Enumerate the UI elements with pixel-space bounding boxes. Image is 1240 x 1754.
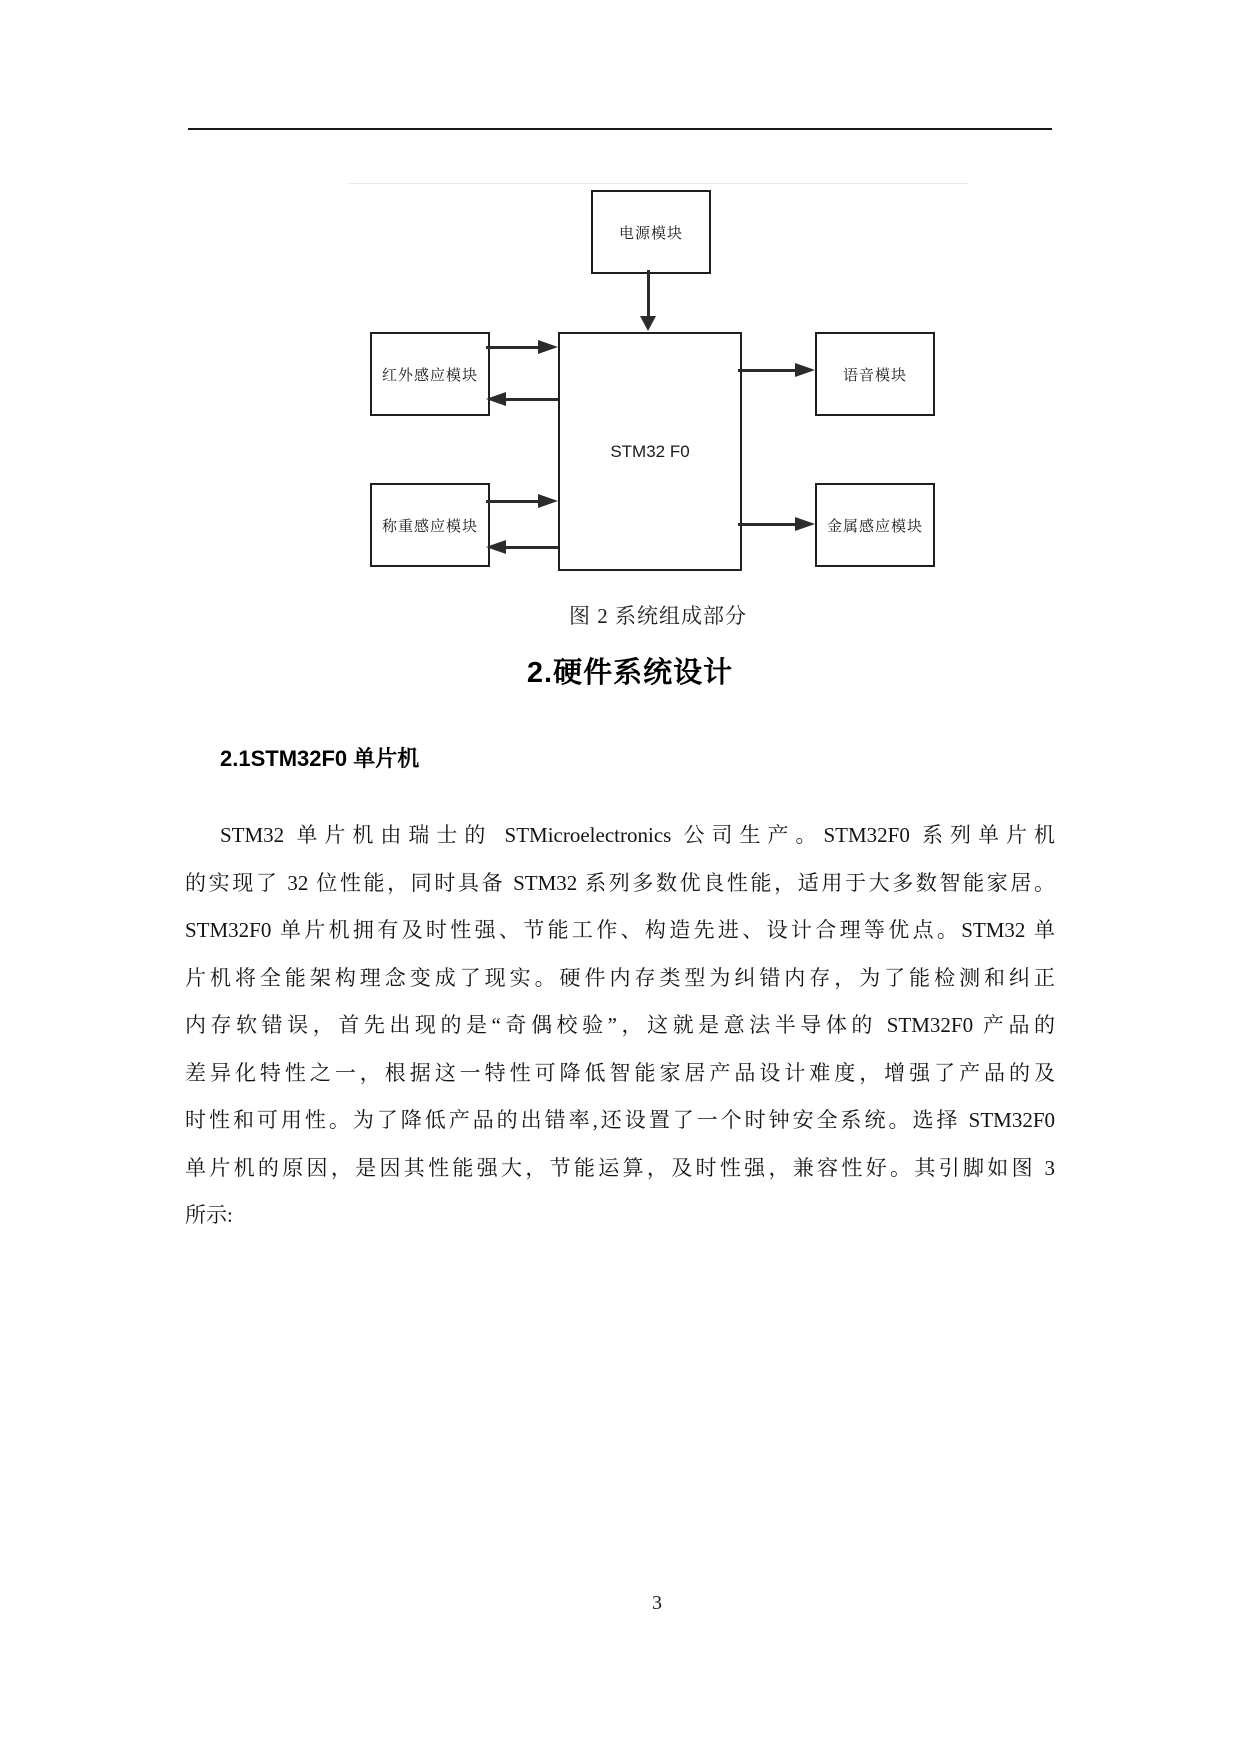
block-infrared-module	[370, 332, 490, 416]
arrow-mcu-to-weight-head-icon	[486, 540, 506, 554]
block-power-module	[591, 190, 711, 274]
section-title: 2.硬件系统设计	[526, 657, 734, 689]
block-weight-module	[370, 483, 490, 567]
arrow-mcu-to-metal-line	[738, 523, 796, 526]
paragraph-line: 差异化特性之一，根据这一特性可降低智能家居产品设计难度，增强了产品的及	[185, 1060, 1055, 1085]
arrow-power-to-mcu-line	[647, 270, 650, 317]
arrow-mcu-to-weight-line	[505, 546, 558, 549]
page-number: 3	[652, 1592, 662, 1614]
paragraph-line: 所示:	[185, 1203, 233, 1227]
figure-caption: 图 2 系统组成部分	[569, 604, 747, 628]
block-metal-module	[815, 483, 935, 567]
arrow-infrared-to-mcu-line	[486, 346, 539, 349]
paragraph-line: 单片机的原因，是因其性能强大，节能运算，及时性强，兼容性好。其引脚如图 3	[185, 1155, 1055, 1180]
block-metal-label: 金属感应模块	[826, 517, 923, 535]
paragraph-line: STM32F0 单片机拥有及时性强、节能工作、构造先进、设计合理等优点。STM32 单	[185, 918, 1055, 942]
paragraph-line: 片机将全能架构理念变成了现实。硬件内存类型为纠错内存，为了能检测和纠正	[185, 965, 1055, 990]
arrow-mcu-to-voice-line	[738, 369, 796, 372]
paragraph-line: 内存软错误，首先出现的是“奇偶校验”，这就是意法半导体的 STM32F0 产品的	[185, 1013, 1055, 1037]
block-voice-label: 语音模块	[842, 366, 907, 384]
block-infrared-label: 红外感应模块	[381, 366, 478, 384]
paragraph-line: STM32 单片机由瑞士的 STMicroelectronics 公司生产。STM32F0 系列单片机	[220, 823, 1055, 847]
section-subtitle: 2.1STM32F0 单片机	[220, 746, 420, 771]
arrow-mcu-to-voice-head-icon	[795, 363, 815, 377]
block-weight-label: 称重感应模块	[381, 517, 478, 535]
block-power-label: 电源模块	[618, 224, 683, 242]
body-paragraph	[185, 812, 1055, 1240]
arrow-power-to-mcu-head-icon	[640, 316, 656, 331]
figure-image-edge	[348, 183, 968, 184]
arrow-mcu-to-infrared-head-icon	[486, 392, 506, 406]
header-rule	[188, 128, 1052, 130]
block-mcu	[558, 332, 742, 571]
arrow-weight-to-mcu-head-icon	[538, 494, 558, 508]
arrow-mcu-to-metal-head-icon	[795, 517, 815, 531]
block-voice-module	[815, 332, 935, 416]
paragraph-line: 时性和可用性。为了降低产品的出错率,还设置了一个时钟安全系统。选择 STM32F0	[185, 1108, 1055, 1132]
block-mcu-label: STM32 F0	[610, 441, 690, 461]
arrow-infrared-to-mcu-head-icon	[538, 340, 558, 354]
arrow-mcu-to-infrared-line	[505, 398, 558, 401]
arrow-weight-to-mcu-line	[486, 500, 539, 503]
paragraph-line: 的实现了 32 位性能，同时具备 STM32 系列多数优良性能，适用于大多数智能家居。	[185, 870, 1055, 895]
